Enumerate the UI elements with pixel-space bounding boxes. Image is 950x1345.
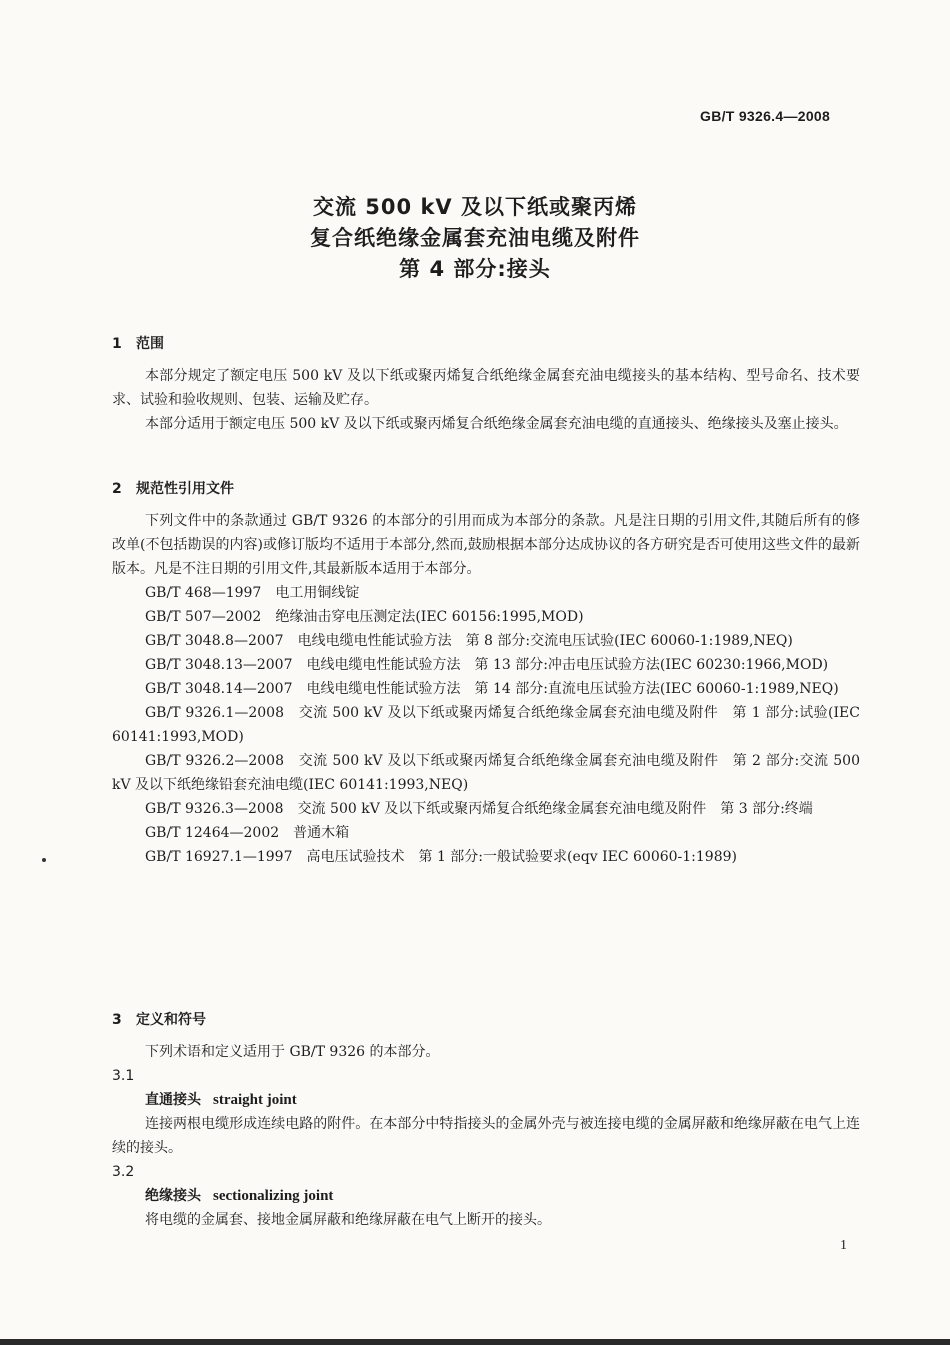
page-number: 1 bbox=[840, 1238, 847, 1253]
term-chinese: 直通接头 bbox=[145, 1092, 201, 1108]
standard-code: GB/T 9326.4—2008 bbox=[700, 108, 831, 124]
definition-number: 3.1 bbox=[112, 1068, 135, 1084]
section-heading bbox=[112, 478, 860, 498]
definition-number: 3.2 bbox=[112, 1164, 135, 1180]
reference-item: GB/T 12464—2002 普通木箱 bbox=[145, 825, 350, 841]
reference-item: GB/T 16927.1—1997 高电压试验技术 第 1 部分:一般试验要求(eqv IEC 60060-1:1989) bbox=[145, 849, 737, 865]
term-english: sectionalizing joint bbox=[213, 1188, 334, 1204]
reference-item: GB/T 3048.14—2007 电线电缆电性能试验方法 第 14 部分:直流电压试验方法(IEC 60060-1:1989,NEQ) bbox=[145, 681, 839, 697]
definition-term bbox=[112, 1184, 860, 1208]
reference-item: GB/T 3048.8—2007 电线电缆电性能试验方法 第 8 部分:交流电压试验(IEC 60060-1:1989,NEQ) bbox=[145, 633, 793, 649]
reference-item: GB/T 9326.1—2008 交流 500 kV 及以下纸或聚丙烯复合纸绝缘金属套充油电缆及附件 第 1 部分:试验(IEC 60141:1993,MOD) bbox=[112, 705, 860, 745]
section-scope bbox=[112, 333, 860, 436]
paragraph: 本部分适用于额定电压 500 kV 及以下纸或聚丙烯复合纸绝缘金属套充油电缆的直通接头、绝缘接头及塞止接头。 bbox=[145, 416, 848, 432]
section-normative-references bbox=[112, 478, 860, 869]
section-heading bbox=[112, 1009, 860, 1029]
section-title: 定义和符号 bbox=[136, 1012, 206, 1028]
title-line-1: 交流 500 kV 及以下纸或聚丙烯 bbox=[313, 195, 637, 219]
section-heading bbox=[112, 333, 860, 353]
document-title bbox=[0, 192, 950, 285]
title-line-2: 复合纸绝缘金属套充油电缆及附件 bbox=[310, 226, 640, 250]
section-title: 范围 bbox=[136, 336, 164, 352]
reference-list bbox=[112, 581, 860, 869]
reference-item: GB/T 9326.2—2008 交流 500 kV 及以下纸或聚丙烯复合纸绝缘金属套充油电缆及附件 第 2 部分:交流 500 kV 及以下纸绝缘铅套充油电缆(IEC 60141:1993,NEQ) bbox=[112, 753, 860, 793]
paragraph: 下列术语和定义适用于 GB/T 9326 的本部分。 bbox=[145, 1044, 440, 1060]
reference-item: GB/T 468—1997 电工用铜线锭 bbox=[145, 585, 360, 601]
reference-item: GB/T 507—2002 绝缘油击穿电压测定法(IEC 60156:1995,MOD) bbox=[145, 609, 584, 625]
definition-text: 将电缆的金属套、接地金属屏蔽和绝缘屏蔽在电气上断开的接头。 bbox=[145, 1212, 551, 1228]
section-number: 1 bbox=[112, 336, 122, 352]
section-definitions bbox=[112, 1009, 860, 1232]
scan-bottom-edge bbox=[0, 1339, 950, 1345]
paragraph: 本部分规定了额定电压 500 kV 及以下纸或聚丙烯复合纸绝缘金属套充油电缆接头的基本结构、型号命名、技术要求、试验和验收规则、包装、运输及贮存。 bbox=[112, 368, 860, 408]
term-english: straight joint bbox=[213, 1092, 297, 1108]
definition-text: 连接两根电缆形成连续电路的附件。在本部分中特指接头的金属外壳与被连接电缆的金属屏蔽和绝缘屏蔽在电气上连续的接头。 bbox=[112, 1116, 860, 1156]
title-line-3: 第 4 部分:接头 bbox=[399, 257, 551, 281]
paragraph: 下列文件中的条款通过 GB/T 9326 的本部分的引用而成为本部分的条款。凡是注日期的引用文件,其随后所有的修改单(不包括勘误的内容)或修订版均不适用于本部分,然而,鼓励根据本部分达成协议的各方研究是否可使用这些文件的最新版本。凡是不注日期的引用文件,其最新版本适用于本部分。 bbox=[112, 513, 860, 577]
definition-term bbox=[112, 1088, 860, 1112]
section-number: 3 bbox=[112, 1012, 122, 1028]
term-chinese: 绝缘接头 bbox=[145, 1188, 201, 1204]
section-title: 规范性引用文件 bbox=[136, 481, 234, 497]
section-number: 2 bbox=[112, 481, 122, 497]
reference-item: GB/T 3048.13—2007 电线电缆电性能试验方法 第 13 部分:冲击电压试验方法(IEC 60230:1966,MOD) bbox=[145, 657, 829, 673]
scan-mark bbox=[42, 858, 46, 862]
reference-item: GB/T 9326.3—2008 交流 500 kV 及以下纸或聚丙烯复合纸绝缘金属套充油电缆及附件 第 3 部分:终端 bbox=[145, 801, 813, 817]
